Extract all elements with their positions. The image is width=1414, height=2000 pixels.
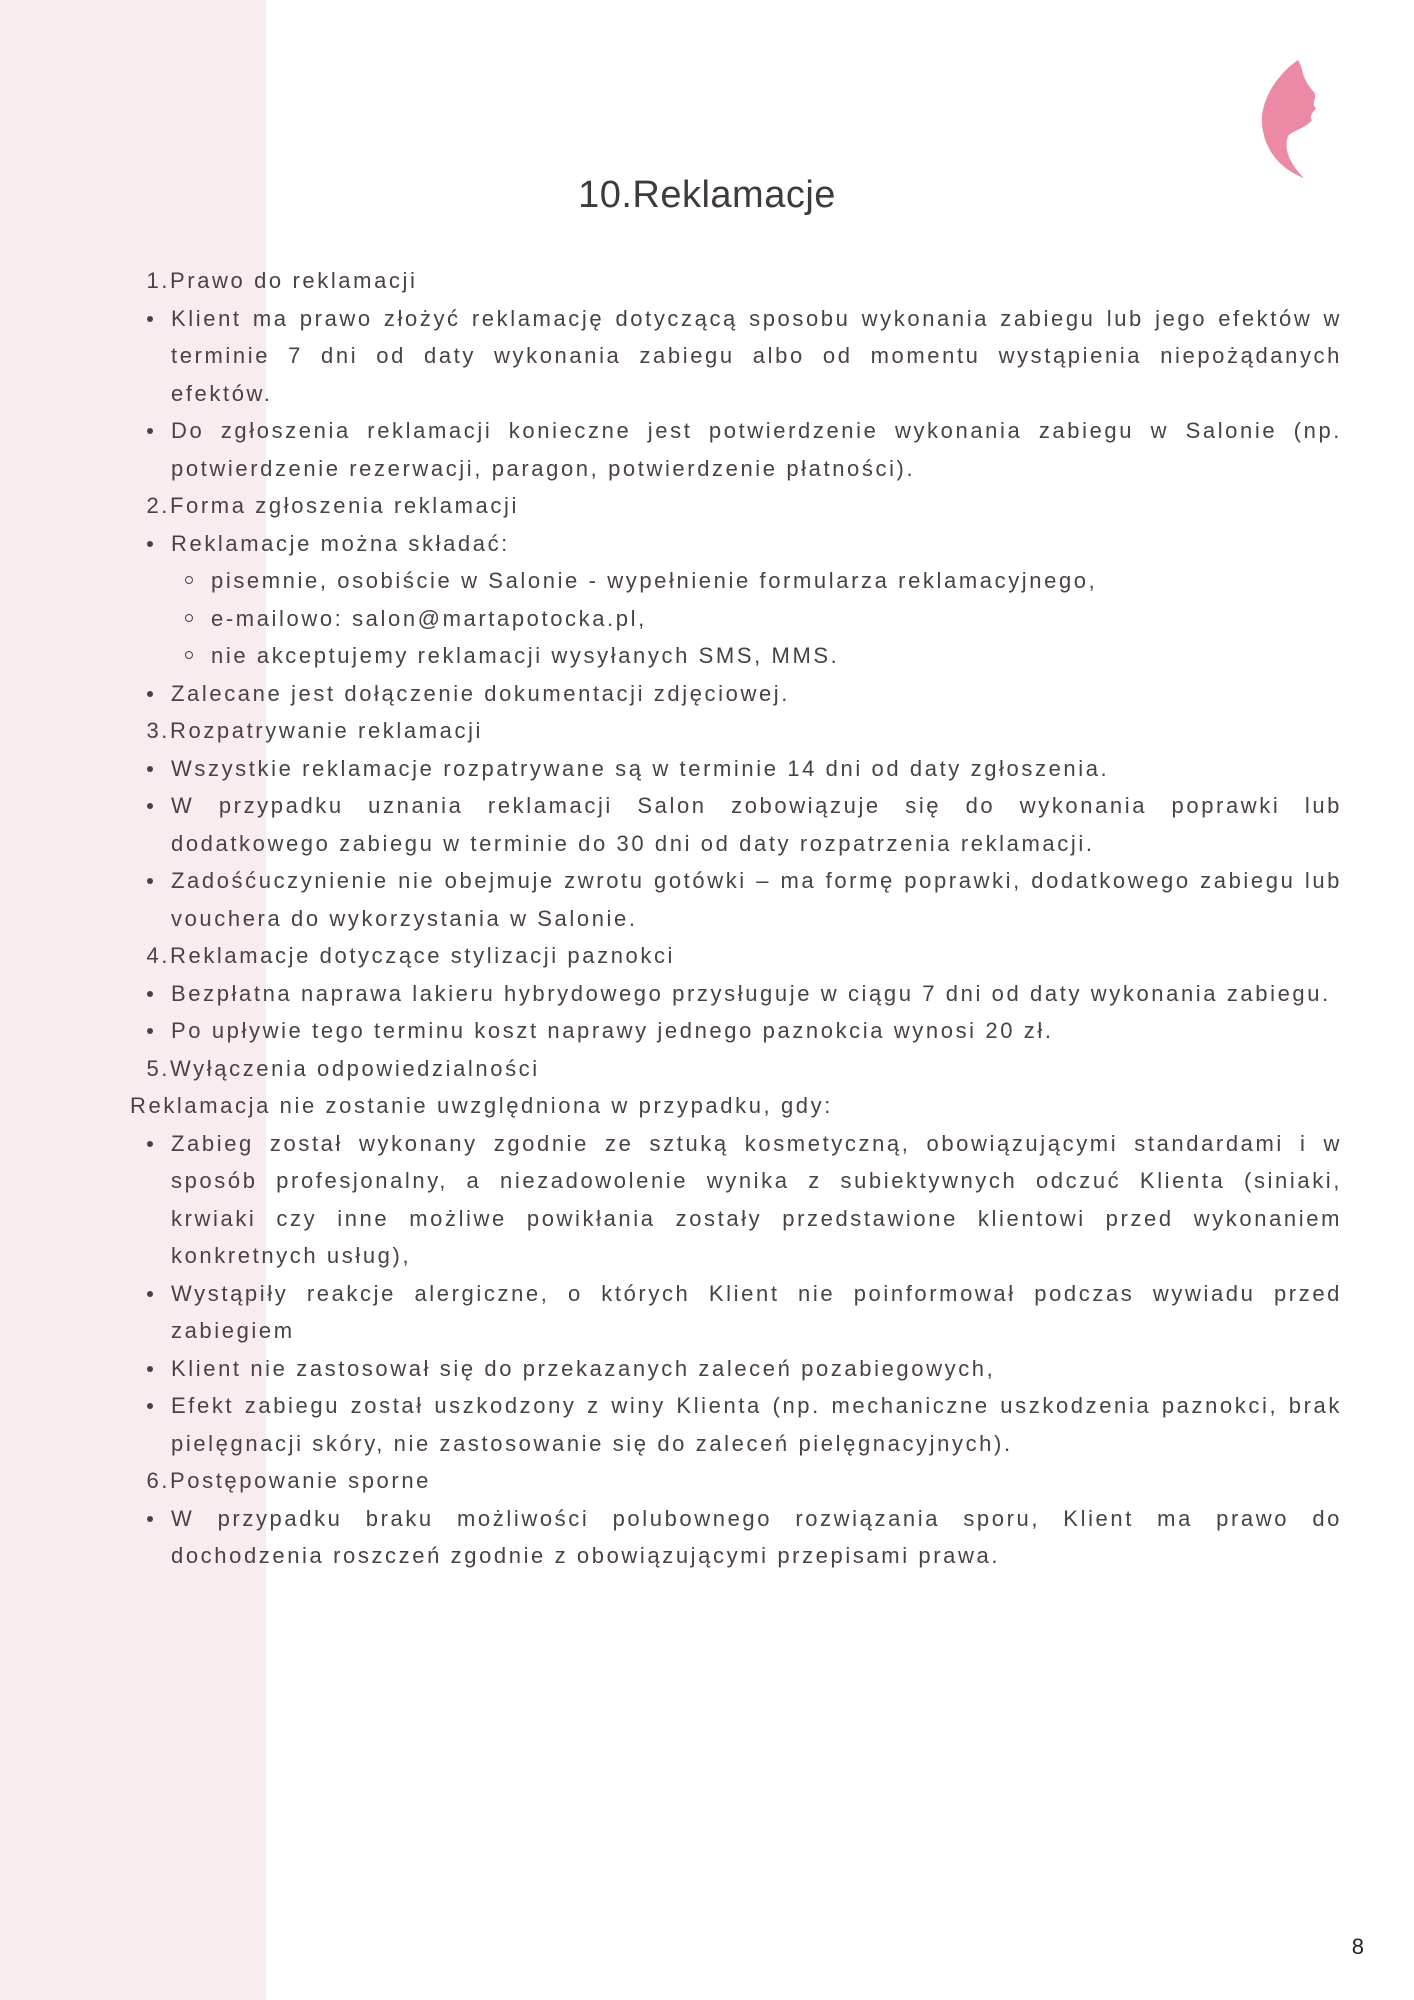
section-heading [130, 1050, 1342, 1088]
page-number: 8 [1351, 1934, 1364, 1959]
section-number: 4. [146, 943, 170, 968]
page-title: 10.Reklamacje [578, 174, 836, 216]
section-heading [130, 487, 1342, 525]
sub-list-item: nie akceptujemy reklamacji wysyłanych SMS, MMS. [130, 637, 1342, 675]
list-item: Po upływie tego terminu koszt naprawy jednego paznokcia wynosi 20 zł. [130, 1012, 1342, 1050]
list-item: Zalecane jest dołączenie dokumentacji zdjęciowej. [130, 675, 1342, 713]
section-number: 2. [146, 493, 170, 518]
list-item: Klient ma prawo złożyć reklamację dotyczącą sposobu wykonania zabiegu lub jego efektów w terminie 7 dni od daty wykonania zabiegu albo od momentu wystąpienia niepożądanych efektów. [130, 300, 1342, 413]
list-item: Wszystkie reklamacje rozpatrywane są w terminie 14 dni od daty zgłoszenia. [130, 750, 1342, 788]
section-number: 5. [146, 1055, 170, 1081]
list-item: Zabieg został wykonany zgodnie ze sztuką kosmetyczną, obowiązującymi standardami i w sposób profesjonalny, a niezadowolenie wynika z subiektywnych odczuć Klienta (siniaki, krwiaki czy inne możliwe powikłania zostały przedstawione klientowi przed wykonaniem konkretnych usług), [130, 1125, 1342, 1275]
section-title: Prawo do reklamacji [170, 268, 418, 293]
list-item: Wystąpiły reakcje alergiczne, o których Klient nie poinformował podczas wywiadu przed zabiegiem [130, 1275, 1342, 1350]
section-intro-text: Reklamacja nie zostanie uwzględniona w przypadku, gdy: [130, 1093, 833, 1118]
section-number: 1. [146, 268, 170, 293]
section-title: Wyłączenia odpowiedzialności [170, 1055, 540, 1081]
section-number: 6. [146, 1468, 170, 1493]
list-item: Do zgłoszenia reklamacji konieczne jest potwierdzenie wykonania zabiegu w Salonie (np. potwierdzenie rezerwacji, paragon, potwierdzenie płatności). [130, 412, 1342, 487]
section-title: Forma zgłoszenia reklamacji [170, 493, 519, 518]
document-body [130, 262, 1342, 1575]
list-item: Efekt zabiegu został uszkodzony z winy Klienta (np. mechaniczne uszkodzenia paznokci, brak pielęgnacji skóry, nie zastosowanie się do zaleceń pielęgnacyjnych). [130, 1387, 1342, 1462]
list-item: W przypadku uznania reklamacji Salon zobowiązuje się do wykonania poprawki lub dodatkowego zabiegu w terminie do 30 dni od daty rozpatrzenia reklamacji. [130, 787, 1342, 862]
list-item: Reklamacje można składać: [130, 525, 1342, 563]
section-heading [130, 262, 1342, 300]
section-number: 3. [146, 718, 170, 743]
list-item: Zadośćuczynienie nie obejmuje zwrotu gotówki – ma formę poprawki, dodatkowego zabiegu lub vouchera do wykorzystania w Salonie. [130, 862, 1342, 937]
section-heading [130, 1462, 1342, 1500]
list-item: Klient nie zastosował się do przekazanych zaleceń pozabiegowych, [130, 1350, 1342, 1388]
section-title: Postępowanie sporne [170, 1468, 431, 1493]
section-title: Reklamacje dotyczące stylizacji paznokci [170, 943, 676, 968]
list-item: W przypadku braku możliwości polubownego rozwiązania sporu, Klient ma prawo do dochodzenia roszczeń zgodnie z obowiązującymi przepisami prawa. [130, 1500, 1342, 1575]
list-item: Bezpłatna naprawa lakieru hybrydowego przysługuje w ciągu 7 dni od daty wykonania zabiegu. [130, 975, 1342, 1013]
section-heading [130, 937, 1342, 975]
sub-list-item: pisemnie, osobiście w Salonie - wypełnienie formularza reklamacyjnego, [130, 562, 1342, 600]
woman-profile-silhouette-icon [1258, 58, 1322, 180]
section-title: Rozpatrywanie reklamacji [170, 718, 484, 743]
sub-list-item: e-mailowo: salon@martapotocka.pl, [130, 600, 1342, 638]
section-heading [130, 712, 1342, 750]
